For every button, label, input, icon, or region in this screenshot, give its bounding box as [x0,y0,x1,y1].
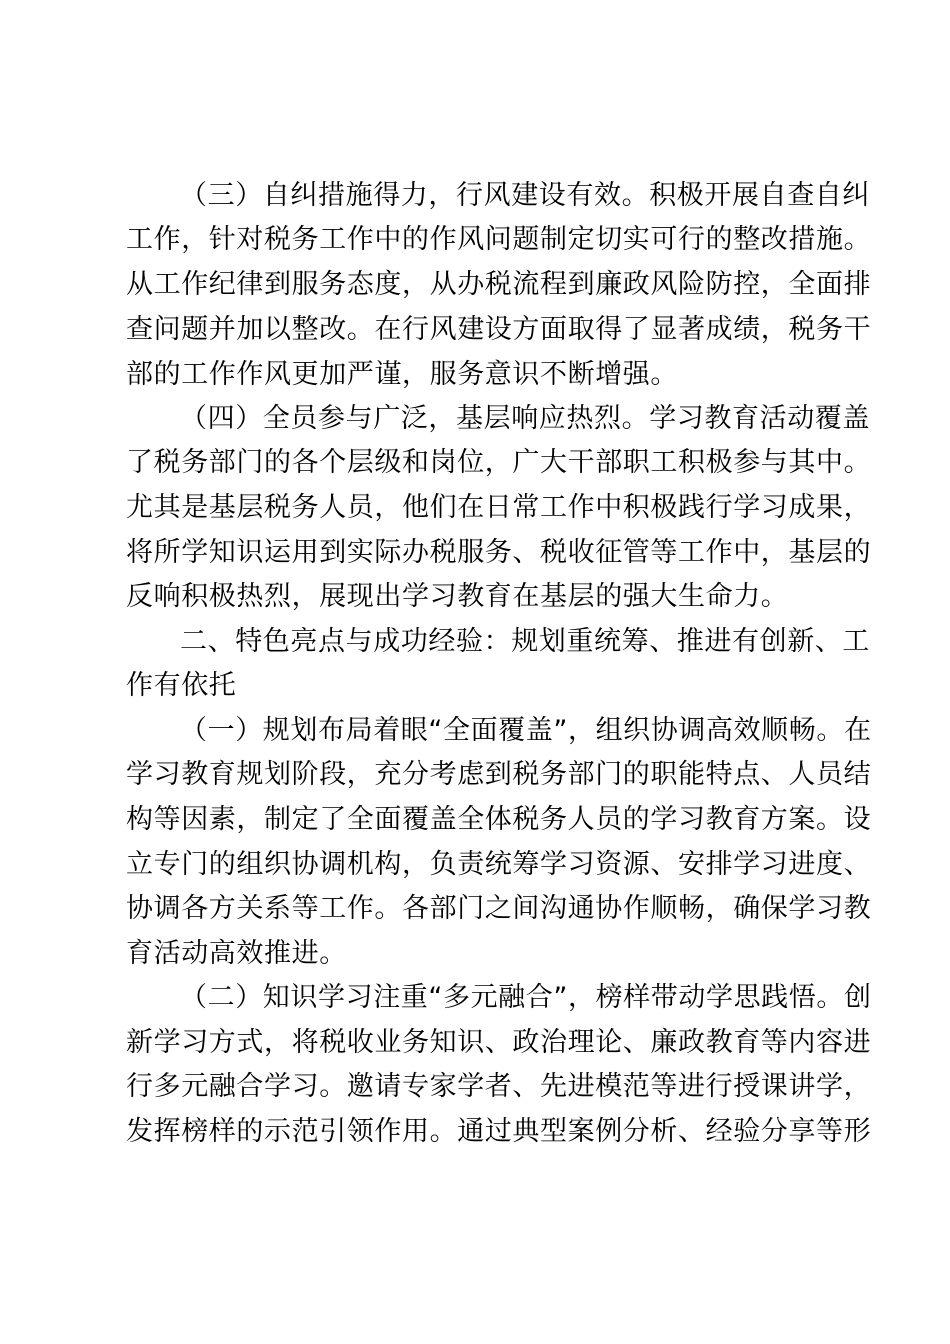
paragraph-4-line: 尤其是基层税务人员，他们在日常工作中积极践行学习成果， [126,492,872,523]
section-2-heading-line: 二、特色亮点与成功经验：规划重统筹、推进有创新、工 [180,626,870,657]
paragraph-1-line: 协调各方关系等工作。各部门之间沟通协作顺畅，确保学习教 [126,893,872,924]
paragraph-3-line: 从工作纪律到服务态度，从办税流程到廉政风险防控，全面排 [126,269,872,300]
paragraph-4-line: 了税务部门的各个层级和岗位，广大干部职工积极参与其中。 [126,447,872,478]
paragraph-3-heading-line: （三）自纠措施得力，行风建设有效。积极开展自查自纠 [180,180,870,211]
paragraph-2-heading-line: （二）知识学习注重“多元融合”，榜样带动学思践悟。创 [180,982,872,1013]
paragraph-1-line: 学习教育规划阶段，充分考虑到税务部门的职能特点、人员结 [126,759,872,790]
paragraph-2-line: 行多元融合学习。邀请专家学者、先进模范等进行授课讲学， [126,1071,872,1102]
paragraph-1-heading-line: （一）规划布局着眼“全面覆盖”，组织协调高效顺畅。在 [180,715,872,746]
paragraph-1-line: 构等因素，制定了全面覆盖全体税务人员的学习教育方案。设 [126,804,872,835]
paragraph-1-line: 立专门的组织协调机构，负责统筹学习资源、安排学习进度、 [126,849,872,880]
paragraph-3-line: 工作，针对税务工作中的作风问题制定切实可行的整改措施。 [126,224,872,255]
paragraph-3-line: 部的工作作风更加严谨，服务意识不断增强。 [126,359,678,390]
paragraph-4-line: 反响积极热烈，展现出学习教育在基层的强大生命力。 [126,581,789,612]
section-2-heading-line: 作有依托 [126,670,237,701]
paragraph-1-line: 育活动高效推进。 [126,938,347,969]
paragraph-4-heading-line: （四）全员参与广泛，基层响应热烈。学习教育活动覆盖 [180,403,870,434]
paragraph-3-line: 查问题并加以整改。在行风建设方面取得了显著成绩，税务干 [126,314,872,345]
paragraph-4-line: 将所学知识运用到实际办税服务、税收征管等工作中，基层的 [126,537,872,568]
paragraph-2-line: 新学习方式，将税收业务知识、政治理论、廉政教育等内容进 [126,1027,872,1058]
paragraph-2-line: 发挥榜样的示范引领作用。通过典型案例分析、经验分享等形 [126,1116,872,1147]
